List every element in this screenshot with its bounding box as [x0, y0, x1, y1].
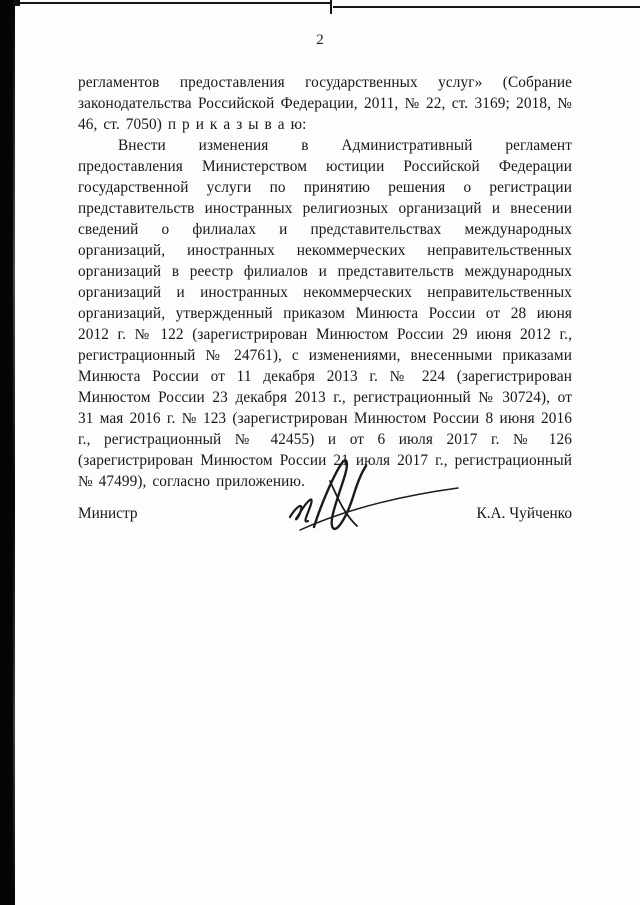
scan-top-line-artifact	[333, 6, 640, 8]
document-body	[78, 72, 572, 492]
scan-top-line-artifact	[13, 2, 331, 4]
page-number: 2	[316, 32, 324, 48]
minister-name: К.А. Чуйченко	[476, 505, 572, 522]
signature-block	[78, 497, 572, 543]
paragraph-regulations-continuation: регламентов предоставления государственных услуг» (Собрание законодательства Российской Федерации, 2011, № 22, ст. 3169; 2018, № 46, ст. 7050) п р и к а з ы в а ю:	[78, 74, 572, 133]
handwritten-signature	[270, 453, 465, 549]
minister-title: Министр	[78, 505, 138, 522]
scan-left-edge-artifact	[0, 0, 13, 905]
scan-corner-mark-artifact	[13, 0, 20, 6]
scan-top-tick-artifact	[330, 0, 332, 14]
paragraph-order-text: Внести изменения в Административный регламент предоставления Министерством юстиции Российской Федерации государственной услуги по принятию решения о регистрации представительств иностранных религиозных организаций и внесении сведений о филиалах и представительствах международных организаций, иностранных некоммерческих неправительственных организаций в реестр филиалов и представительств международных организаций и иностранных некоммерческих неправительственных организаций, утвержденный приказом Минюста России от 28 июня 2012 г. № 122 (зарегистрирован Минюстом России 29 июня 2012 г., регистрационный № 24761), с изменениями, внесенными приказами Минюста России от 11 декабря 2013 г. № 224 (зарегистрирован Минюстом России 23 декабря 2013 г., регистрационный № 30724), от 31 мая 2016 г. № 123 (зарегистрирован Минюстом России 8 июня 2016 г., регистрационный № 42455) и от 6 июля 2017 г. № 126 (зарегистрирован Минюстом России 21 июля 2017 г., регистрационный № 47499), согласно приложению.	[78, 137, 572, 490]
